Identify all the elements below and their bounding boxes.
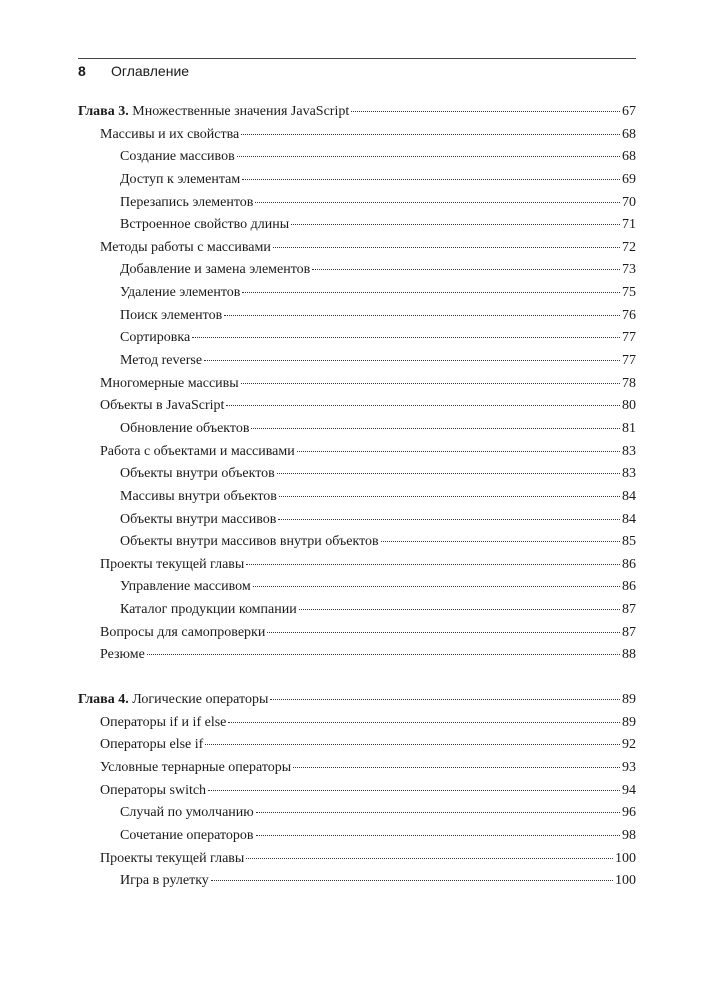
toc-section[interactable]: [78, 444, 636, 467]
toc-entry-title: Массивы внутри объектов: [120, 488, 277, 504]
dot-leader: [381, 541, 620, 542]
toc-entry-title: Управление массивом: [120, 579, 251, 595]
toc-entry-title: Вопросы для самопроверки: [100, 624, 266, 640]
toc-page-number: 100: [615, 873, 636, 889]
chapter-label: Глава 3.: [78, 104, 129, 119]
toc-page-number: 77: [622, 330, 636, 346]
dot-leader: [270, 699, 620, 700]
dot-leader: [277, 473, 620, 474]
toc-page-number: 92: [622, 737, 636, 753]
toc-entry-title: Поиск элементов: [120, 307, 223, 323]
toc-page-number: 100: [615, 850, 636, 866]
dot-leader: [224, 315, 620, 316]
toc-entry-title: Работа с объектами и массивами: [100, 443, 295, 459]
toc-subsection[interactable]: [78, 828, 636, 851]
toc-entry-title: Проекты текущей главы: [100, 556, 245, 572]
toc-entry-title: Объекты в JavaScript: [100, 398, 225, 414]
toc-entry-title: Встроенное свойство длины: [120, 217, 290, 233]
toc-entry-title: Резюме: [100, 647, 145, 663]
table-of-contents: [78, 104, 636, 918]
toc-entry-title: Операторы else if: [100, 737, 204, 753]
toc-entry-title: Объекты внутри объектов: [120, 466, 275, 482]
dot-leader: [242, 179, 620, 180]
toc-subsection[interactable]: [78, 308, 636, 331]
toc-page-number: 96: [622, 805, 636, 821]
dot-leader: [278, 519, 620, 520]
toc-page-number: 87: [622, 602, 636, 618]
toc-section[interactable]: [78, 376, 636, 399]
toc-section[interactable]: [78, 760, 636, 783]
toc-page-number: 75: [622, 285, 636, 301]
toc-subsection[interactable]: [78, 330, 636, 353]
toc-chapter-heading[interactable]: [78, 692, 636, 715]
toc-page-number: 70: [622, 194, 636, 210]
toc-section[interactable]: [78, 737, 636, 760]
chapter-label: Глава 4.: [78, 692, 129, 708]
toc-page-number: 84: [622, 511, 636, 527]
toc-entry-title: Сочетание операторов: [120, 827, 254, 843]
toc-entry-title: Доступ к элементам: [120, 171, 241, 187]
toc-entry-title: Создание массивов: [120, 149, 235, 165]
toc-section[interactable]: [78, 851, 636, 874]
toc-page-number: 93: [622, 759, 636, 775]
toc-subsection[interactable]: [78, 195, 636, 218]
dot-leader: [208, 790, 620, 791]
dot-leader: [279, 496, 620, 497]
toc-entry-title: Добавление и замена элементов: [120, 262, 311, 278]
toc-entry-title: Игра в рулетку: [120, 873, 209, 889]
toc-page-number: 83: [622, 466, 636, 482]
toc-subsection[interactable]: [78, 579, 636, 602]
toc-page-number: 67: [622, 104, 636, 119]
toc-entry-title: Проекты текущей главы: [100, 850, 245, 866]
toc-subsection[interactable]: [78, 466, 636, 489]
toc-entry-title: Объекты внутри массивов внутри объектов: [120, 534, 379, 550]
toc-subsection[interactable]: [78, 172, 636, 195]
toc-section[interactable]: [78, 647, 636, 670]
dot-leader: [228, 722, 620, 723]
toc-entry-title: Методы работы с массивами: [100, 239, 271, 255]
toc-entry-title: Многомерные массивы: [100, 375, 239, 391]
toc-page-number: 68: [622, 126, 636, 142]
page-header: [78, 58, 636, 85]
toc-page-number: 72: [622, 239, 636, 255]
dot-leader: [192, 337, 620, 338]
toc-page-number: 83: [622, 443, 636, 459]
dot-leader: [291, 224, 620, 225]
toc-subsection[interactable]: [78, 149, 636, 172]
toc-page-number: 68: [622, 149, 636, 165]
toc-chapter: [78, 104, 636, 670]
toc-page-number: 73: [622, 262, 636, 278]
toc-entry-title: Случай по умолчанию: [120, 805, 254, 821]
dot-leader: [241, 134, 620, 135]
toc-section[interactable]: [78, 625, 636, 648]
toc-page-number: 80: [622, 398, 636, 414]
toc-page-number: 69: [622, 171, 636, 187]
dot-leader: [299, 609, 620, 610]
dot-leader: [267, 632, 620, 633]
running-title: Оглавление: [111, 63, 190, 79]
toc-entry-title: Массивы и их свойства: [100, 126, 240, 142]
toc-entry-title: Объекты внутри массивов: [120, 511, 277, 527]
dot-leader: [147, 654, 620, 655]
toc-page-number: 89: [622, 692, 636, 708]
toc-subsection[interactable]: [78, 353, 636, 376]
toc-section[interactable]: [78, 240, 636, 263]
dot-leader: [246, 858, 613, 859]
toc-entry-title: [78, 692, 268, 708]
dot-leader: [251, 428, 620, 429]
toc-page-number: 86: [622, 556, 636, 572]
toc-section[interactable]: [78, 398, 636, 421]
toc-page-number: 81: [622, 420, 636, 436]
dot-leader: [351, 111, 620, 112]
dot-leader: [253, 586, 620, 587]
toc-entry-title: Операторы if и if else: [100, 714, 227, 730]
toc-entry-title: Условные тернарные операторы: [100, 759, 292, 775]
toc-entry-title: Метод reverse: [120, 353, 203, 369]
toc-page-number: 88: [622, 647, 636, 663]
dot-leader: [246, 564, 620, 565]
toc-section[interactable]: [78, 715, 636, 738]
toc-entry-title: Операторы switch: [100, 782, 207, 798]
toc-subsection[interactable]: [78, 534, 636, 557]
toc-page-number: 85: [622, 534, 636, 550]
toc-page-number: 78: [622, 375, 636, 391]
toc-subsection[interactable]: [78, 421, 636, 444]
toc-page-number: 87: [622, 624, 636, 640]
toc-subsection[interactable]: [78, 217, 636, 240]
toc-subsection[interactable]: [78, 262, 636, 285]
toc-page-number: 84: [622, 488, 636, 504]
dot-leader: [255, 202, 620, 203]
dot-leader: [242, 292, 620, 293]
toc-subsection[interactable]: [78, 285, 636, 308]
toc-subsection[interactable]: [78, 873, 636, 896]
dot-leader: [312, 269, 620, 270]
toc-entry-title: Каталог продукции компании: [120, 602, 297, 618]
toc-subsection[interactable]: [78, 512, 636, 535]
toc-chapter: [78, 692, 636, 896]
toc-entry-title: [78, 104, 349, 120]
dot-leader: [297, 451, 620, 452]
toc-entry-title: Перезапись элементов: [120, 194, 254, 210]
toc-page-number: 94: [622, 782, 636, 798]
page-number: 8: [78, 63, 86, 79]
toc-subsection[interactable]: [78, 805, 636, 828]
chapter-title: Логические операторы: [128, 692, 269, 708]
dot-leader: [273, 247, 620, 248]
toc-entry-title: Сортировка: [120, 330, 191, 346]
toc-page-number: 71: [622, 217, 636, 233]
toc-entry-title: Удаление элементов: [120, 285, 241, 301]
toc-page-number: 76: [622, 307, 636, 323]
dot-leader: [211, 880, 613, 881]
dot-leader: [293, 767, 620, 768]
dot-leader: [204, 360, 620, 361]
dot-leader: [237, 156, 620, 157]
toc-page-number: 77: [622, 353, 636, 369]
toc-entry-title: Обновление объектов: [120, 420, 250, 436]
toc-section[interactable]: [78, 557, 636, 580]
toc-subsection[interactable]: [78, 489, 636, 512]
toc-chapter-heading[interactable]: [78, 104, 636, 127]
toc-section[interactable]: [78, 783, 636, 806]
dot-leader: [241, 383, 620, 384]
chapter-title: Множественные значения JavaScript: [128, 104, 350, 119]
dot-leader: [205, 744, 620, 745]
dot-leader: [226, 405, 620, 406]
toc-subsection[interactable]: [78, 602, 636, 625]
dot-leader: [256, 812, 620, 813]
toc-page-number: 89: [622, 714, 636, 730]
toc-page-number: 86: [622, 579, 636, 595]
toc-page-number: 98: [622, 827, 636, 843]
toc-section[interactable]: [78, 127, 636, 150]
dot-leader: [256, 835, 620, 836]
